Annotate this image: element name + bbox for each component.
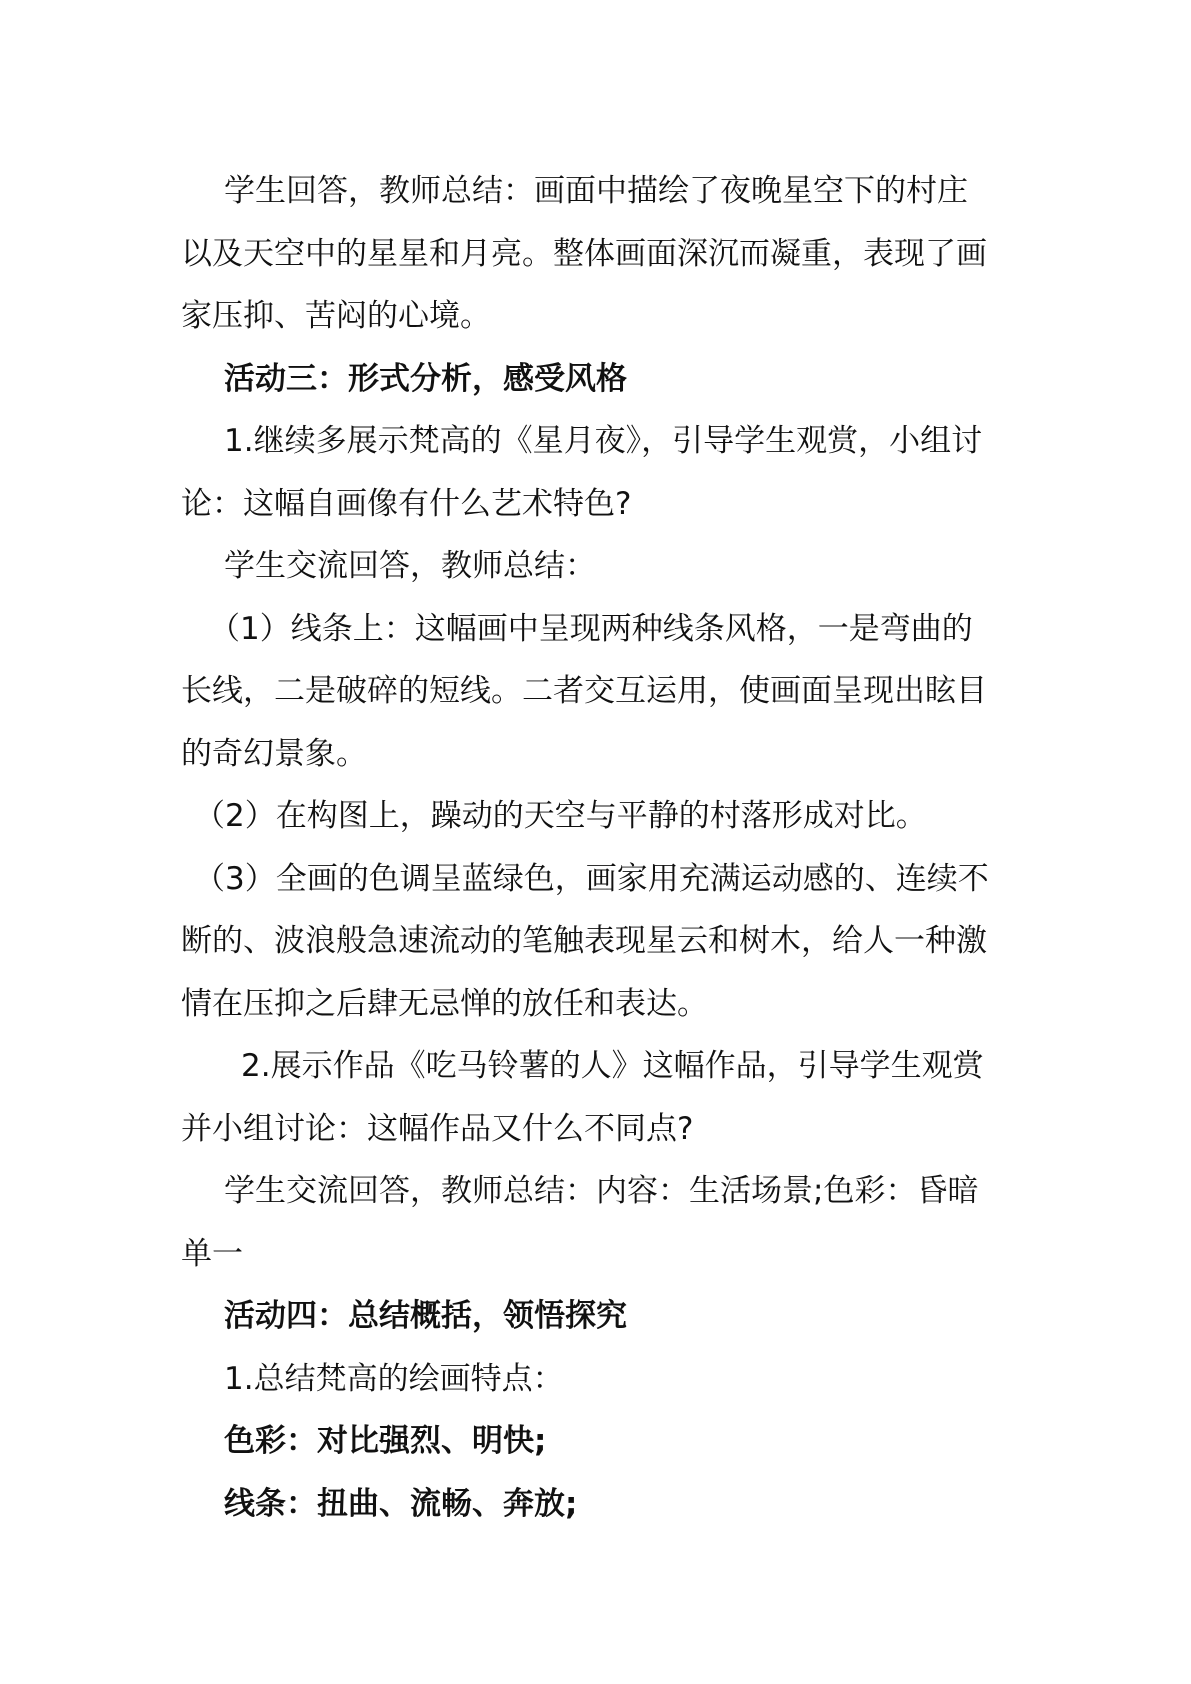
feature-text: 线条：扭曲、流畅、奔放; (224, 1485, 578, 1522)
paragraph-teacher-summary-1 (181, 160, 1021, 348)
paragraph-teacher-summary-2 (181, 1160, 1021, 1285)
feature-text: 色彩：对比强烈、明快; (224, 1423, 547, 1459)
heading-text: 活动四：总结概括，领悟探究 (224, 1298, 627, 1334)
text-line: （2）在构图上，躁动的天空与平静的村落形成对比。 (194, 798, 927, 834)
text-line: 长线，二是破碎的短线。二者交互运用，使画面呈现出眩目 (181, 673, 987, 709)
text-line: 学生交流回答，教师总结：内容：生活场景;色彩：昏暗 (224, 1173, 979, 1209)
document-body (181, 160, 1021, 1535)
text-line: 以及天空中的星星和月亮。整体画面深沉而凝重，表现了画 (181, 235, 987, 272)
paragraph-potato-eaters-task (181, 1035, 1021, 1160)
text-line: 1.继续多展示梵高的《星月夜》，引导学生观赏，小组讨 (224, 423, 983, 459)
feature-color (181, 1410, 1021, 1473)
feature-lines (181, 1473, 1021, 1536)
activity-four-heading (181, 1285, 1021, 1348)
paragraph-summary-features (181, 1348, 1021, 1411)
paragraph-starry-night-task (181, 410, 1021, 535)
text-line: 学生回答，教师总结：画面中描绘了夜晚星空下的村庄 (224, 173, 968, 209)
text-line: 2.展示作品《吃马铃薯的人》这幅作品，引导学生观赏 (241, 1048, 984, 1084)
paragraph-point-1-lines (181, 598, 1021, 786)
text-line: 的奇幻景象。 (181, 735, 367, 772)
text-line: 论：这幅自画像有什么艺术特色? (181, 485, 632, 522)
text-line: 单一 (181, 1235, 243, 1272)
text-line: 家压抑、苦闷的心境。 (181, 298, 491, 334)
paragraph-student-exchange (181, 535, 1021, 598)
heading-text: 活动三：形式分析，感受风格 (224, 360, 627, 397)
paragraph-point-2-composition (181, 785, 1021, 848)
text-line: （1）线条上：这幅画中呈现两种线条风格，一是弯曲的 (209, 610, 973, 647)
paragraph-point-3-color (181, 848, 1021, 1036)
text-line: 1.总结梵高的绘画特点： (224, 1360, 564, 1397)
text-line: 学生交流回答，教师总结： (224, 548, 596, 584)
text-line: 并小组讨论：这幅作品又什么不同点? (181, 1110, 694, 1147)
text-line: （3）全画的色调呈蓝绿色，画家用充满运动感的、连续不 (194, 860, 989, 897)
activity-three-heading (181, 348, 1021, 411)
text-line: 情在压抑之后肆无忌惮的放任和表达。 (181, 985, 708, 1022)
text-line: 断的、波浪般急速流动的笔触表现星云和树木，给人一种激 (181, 923, 987, 959)
